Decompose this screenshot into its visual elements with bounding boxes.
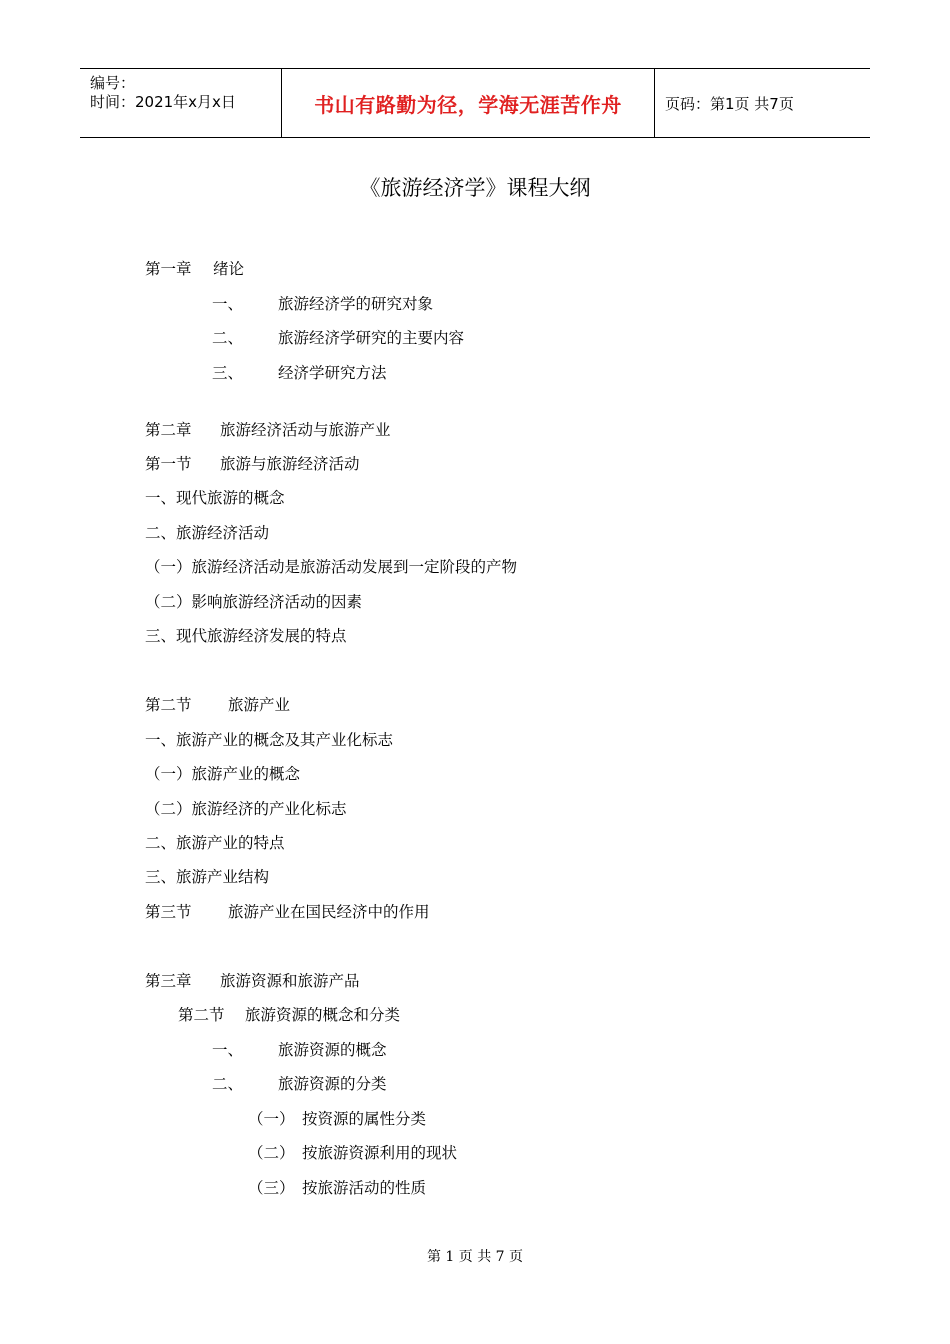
header-meta-cell bbox=[80, 69, 282, 137]
page-info: 页码：第1页 共7页 bbox=[665, 94, 794, 113]
header-motto-cell bbox=[282, 69, 655, 137]
motto: 书山有路勤为径，学海无涯苦作舟 bbox=[314, 92, 622, 117]
number-label: 编号： bbox=[90, 74, 136, 92]
header-page-cell bbox=[655, 69, 870, 137]
document-title: 《旅游经济学》课程大纲 bbox=[359, 176, 591, 200]
page-footer: 第 1 页 共 7 页 bbox=[426, 1249, 524, 1265]
time-label: 时间：2021年x月x日 bbox=[90, 93, 236, 111]
header-table bbox=[80, 68, 870, 138]
